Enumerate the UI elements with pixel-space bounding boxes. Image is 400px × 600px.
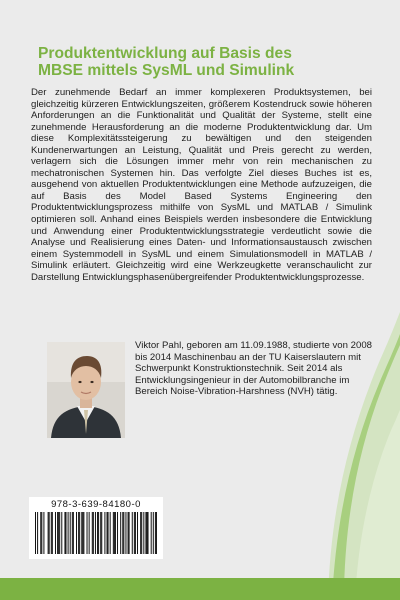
- barcode-bar: [141, 512, 142, 554]
- barcode-bar: [107, 512, 108, 554]
- barcode-bar: [146, 512, 147, 554]
- barcode-bar: [79, 512, 80, 554]
- barcode-bar: [97, 512, 98, 554]
- barcode-bar: [148, 512, 149, 554]
- barcode-bar: [100, 512, 101, 554]
- barcode-bar: [82, 512, 83, 554]
- barcode-bar: [78, 512, 79, 554]
- barcode-bar: [98, 512, 99, 554]
- barcode-bar: [151, 512, 152, 554]
- barcode-bar: [129, 512, 130, 554]
- barcode-bar: [59, 512, 60, 554]
- author-portrait-icon: [47, 342, 125, 438]
- barcode-bar: [95, 512, 96, 554]
- barcode-bar: [156, 512, 157, 554]
- barcode-bar: [87, 512, 88, 554]
- barcode-bar: [37, 512, 38, 554]
- barcode-bar: [81, 512, 82, 554]
- barcode-bar: [68, 512, 69, 554]
- barcode-bar: [114, 512, 115, 554]
- book-title-line-1: Produktentwicklung auf Basis des: [38, 45, 292, 62]
- barcode-bar: [43, 512, 44, 554]
- barcode-bar: [58, 512, 59, 554]
- author-portrait-photo: [47, 342, 125, 438]
- barcode-bar: [137, 512, 138, 554]
- barcode-bar: [113, 512, 114, 554]
- book-title: [38, 45, 378, 79]
- isbn-number: 978-3-639-84180-0: [51, 499, 141, 510]
- barcode-bar: [117, 512, 118, 554]
- barcode-bar: [70, 512, 71, 554]
- barcode-bar: [57, 512, 58, 554]
- barcode-bar: [93, 512, 94, 554]
- barcode-bar: [72, 512, 73, 554]
- barcode-bar: [49, 512, 50, 554]
- barcode-bar: [123, 512, 124, 554]
- barcode-bar: [66, 512, 67, 554]
- barcode-bar: [48, 512, 49, 554]
- isbn-barcode: [29, 497, 163, 559]
- barcode-bar: [104, 512, 105, 554]
- barcode-bar: [140, 512, 141, 554]
- barcode-bar: [155, 512, 156, 554]
- barcode-icon: [35, 512, 157, 554]
- barcode-bar: [134, 512, 135, 554]
- barcode-bar: [83, 512, 84, 554]
- bottom-color-band: [0, 578, 400, 600]
- barcode-bar: [41, 512, 42, 554]
- barcode-bar: [55, 512, 56, 554]
- barcode-bar: [120, 512, 121, 554]
- barcode-bar: [52, 512, 53, 554]
- barcode-bar: [61, 512, 62, 554]
- barcode-bar: [132, 512, 133, 554]
- barcode-bar: [76, 512, 77, 554]
- barcode-bar: [128, 512, 129, 554]
- book-title-line-2: MBSE mittels SysML und Simulink: [38, 62, 295, 79]
- barcode-bar: [143, 512, 144, 554]
- barcode-bar: [110, 512, 111, 554]
- barcode-bar: [125, 512, 126, 554]
- barcode-bar: [122, 512, 123, 554]
- author-bio: Viktor Pahl, geboren am 11.09.1988, studierte von 2008 bis 2014 Maschinenbau an der TU Kaiserslautern mit Schwerpunkt Konstruktionstechnik. Seit 2014 als Entwicklungsingenieur in der Automobilbranche im Bereich Noise-Vibration-Harshness (NVH) tätig.: [135, 340, 372, 398]
- barcode-bar: [101, 512, 102, 554]
- barcode-bar: [135, 512, 136, 554]
- barcode-bar: [64, 512, 65, 554]
- barcode-bar: [153, 512, 154, 554]
- barcode-bar: [145, 512, 146, 554]
- barcode-bar: [51, 512, 52, 554]
- barcode-bar: [92, 512, 93, 554]
- barcode-bar: [89, 512, 90, 554]
- barcode-bar: [73, 512, 74, 554]
- barcode-bar: [35, 512, 36, 554]
- barcode-bar: [108, 512, 109, 554]
- barcode-bar: [40, 512, 41, 554]
- barcode-bar: [115, 512, 116, 554]
- book-description: Der zunehmende Bedarf an immer komplexeren Produktsystemen, bei gleichzeitig kürzeren Entwicklungszeiten, größerem Kostendruck sowie höheren Anforderungen an die Funktionalität und Qualität der Systeme, stellt eine zunehmende Herausforderung an die moderne Produktentwicklung dar. Um diese Komplexitätssteigerung zu bewältigen und den steigenden Kundenerwartungen an Leistung, Qualität und Preis gerecht zu werden, verlagern sich die Lösungen immer mehr von rein mechanischen zu mechatronischen Systemen hin. Das verfolgte Ziel dieses Buches ist es, ausgehend von aktuellen Produktentwicklungen eine Methode aufzuzeigen, die auf Basis des Model Based Systems Engineering den Produktentwicklungsprozess mithilfe von SysML und MATLAB / Simulink optimieren soll. Anhand eines Beispiels werden insbesondere die Entwicklung und Anwendung einer Produktentwicklungsstrategie verdeutlicht sowie die Analyse und Realisierung eines Daten- und Informationsaustausch zwischen einem Systemmodell in SysML und einem Simulationsmodell in MATLAB / Simulink erläutert. Gleichzeitig wird eine Werkzeugkette veranschaulicht zur Darstellung Entwicklungsphasenübergreifender Produktentwicklungsprozesse.: [31, 87, 372, 283]
